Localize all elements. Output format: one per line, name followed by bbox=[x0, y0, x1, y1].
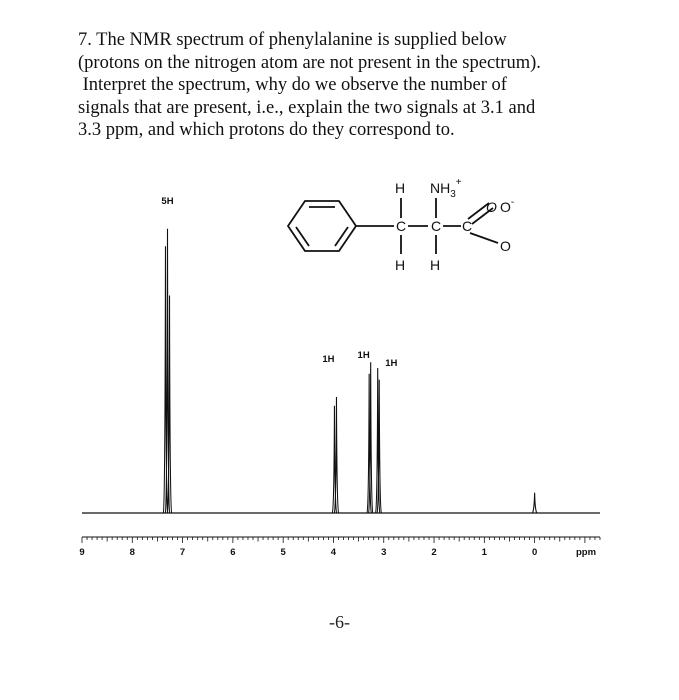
axis-tick-label: 6 bbox=[230, 547, 236, 558]
axis-tick-label: 0 bbox=[531, 547, 538, 558]
axis-tick-label: 3 bbox=[381, 547, 387, 558]
atom-nh3-text: NH bbox=[430, 180, 451, 196]
question-line: (protons on the nitrogen atom are not present in the spectrum). bbox=[78, 52, 541, 73]
atom-h-top: H bbox=[395, 180, 406, 196]
atom-nh3-subscript: 3 bbox=[450, 189, 456, 200]
question-line: 7. The NMR spectrum of phenylalanine is supplied below bbox=[78, 30, 507, 50]
structure-labels bbox=[395, 177, 514, 273]
question-line: signals that are present, i.e., explain the two signals at 3.1 and bbox=[78, 97, 536, 118]
integration-label: 1H bbox=[357, 350, 370, 361]
integration-label: 5H bbox=[161, 196, 174, 207]
axis-unit-label: ppm bbox=[575, 547, 597, 558]
atom-o-double: O bbox=[486, 199, 497, 215]
atom-o-minus bbox=[500, 197, 514, 215]
atom-o-single: O bbox=[500, 238, 511, 254]
axis-tick-label: 2 bbox=[431, 547, 437, 558]
atom-o-minus-text: O bbox=[500, 199, 511, 215]
ppm-axis bbox=[79, 537, 600, 558]
atom-o-minus-charge: - bbox=[510, 197, 515, 208]
benzene-ring bbox=[288, 201, 356, 251]
axis-tick-label: 4 bbox=[330, 547, 337, 558]
atom-nh3-charge: + bbox=[455, 177, 462, 188]
spectrum-peaks bbox=[163, 229, 537, 513]
axis-tick-label: 8 bbox=[129, 547, 135, 558]
benzene-double-bond bbox=[296, 227, 309, 246]
atom-h-bottom-2: H bbox=[430, 257, 441, 273]
integration-labels bbox=[161, 196, 397, 369]
integration-label: 1H bbox=[322, 354, 335, 365]
atom-nh3 bbox=[430, 177, 462, 200]
question-line: Interpret the spectrum, why do we observe the number of bbox=[78, 75, 507, 95]
spectrum-peak bbox=[532, 493, 536, 513]
atom-h-bottom-1: H bbox=[395, 257, 406, 273]
bond-c3-o-single bbox=[470, 233, 498, 243]
axis-tick-label: 5 bbox=[280, 547, 286, 558]
atom-c3: C bbox=[462, 218, 473, 234]
axis-tick-label: 7 bbox=[179, 547, 186, 558]
axis-tick-label: 9 bbox=[79, 547, 85, 558]
page-number: -6- bbox=[329, 612, 350, 632]
atom-c1: C bbox=[396, 218, 407, 234]
atom-c2: C bbox=[431, 218, 442, 234]
benzene-double-bond bbox=[335, 227, 348, 246]
axis-tick-label: 1 bbox=[481, 547, 487, 558]
integration-label: 1H bbox=[385, 358, 398, 369]
question-line: 3.3 ppm, and which protons do they correspond to. bbox=[78, 120, 455, 140]
